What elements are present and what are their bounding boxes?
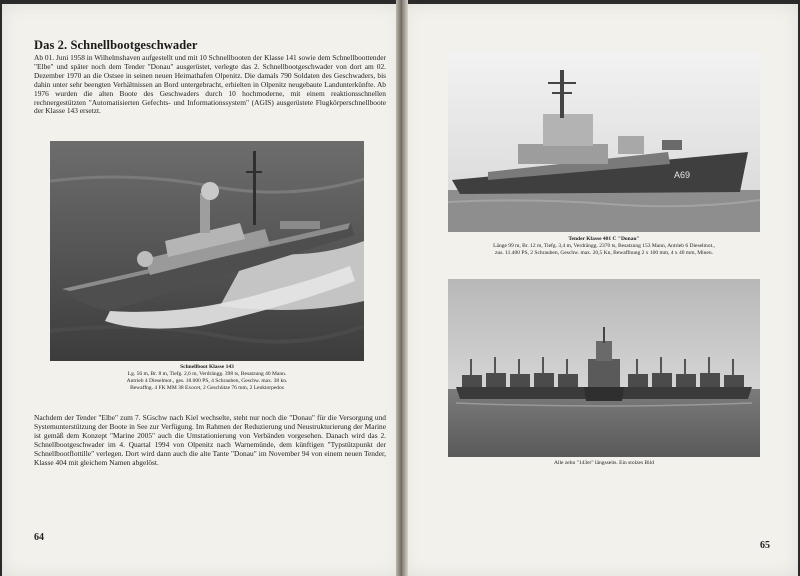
boats-alongside-photo [448,279,760,457]
tender-caption [444,236,764,257]
fast-attack-boat-caption [80,364,334,392]
caption-title: Tender Klasse 401 C "Donau" [568,236,640,242]
caption-line: zus. 11.400 PS, 2 Schrauben, Geschw. max. 20,5 Kn, Bewaffnung 2 x 100 mm, 4 x 40 mm, Minen. [495,250,713,257]
caption-line: Alle zehn "143er" längsseits. Ein stolzes Bild [554,460,654,466]
caption-title: Schnellboot Klasse 143 [180,364,234,370]
closing-paragraph: Nachdem der Tender "Elbe" zum 7. SGschw nach Kiel wechselte, steht nur noch die "Donau" für die Versorgung und Systemunterstützung der Boote in See zur Verfügung. Im Rahmen der Reduzierung und Neustrukturierung der Marine ist gemäß dem Konzept "Marine 2005" auch die Umstationierung von Verbänden vorgesehen. Danach wird das 2. Schnellbootgeschwader im 4. Quartal 1994 von Olpenitz nach Warnemünde, dem künftigen "Typstützpunkt der Schnellbootflottille" verlegen. Dort wird dann auch die alte Tante "Donau" im November 94 von einem neuen Tender, Klasse 404 mit gleichem Namen abgelöst. [34,413,386,467]
intro-paragraph: Ab 01. Juni 1958 in Wilhelmshaven aufgestellt und mit 10 Schnellbooten der Klasse 141 sowie dem Schnellboottender "Elbe" und später noch dem Tender "Donau" ausgerüstet, verlegte das 2. Schnellbootgeschwader von dort am 02. Dezember 1970 an die Ostsee in seinen neuen Heimathafen Olpenitz. Die damals 790 Soldaten des Geschwaders, bis dahin unter sehr beengten Verhältnissen an Bord untergebracht, erhielten in Olpenitz neugebaute Landunterkünfte. Ab 1976 wurden die alten Boote des Geschwaders durch 10 hochmoderne, mit einem reaktionsschnellen rechnergestützten "Automatisierten Gefechts- und Informationssystem" (AGIS) ausgerüstete Flugkörperschnellboote der Klasse 143 ersetzt. [34,53,386,116]
tender-photo [448,52,760,232]
fast-attack-boat-photo [50,141,364,361]
page-number-right: 65 [760,540,770,551]
caption-line: Bewaffng. 4 FK MM 38 Exocet, 2 Geschütze 76 mm, 2 Lenktorpedos [130,385,284,392]
caption-line: Antrieb 4 Dieselmot., ges. 18.000 PS, 4 Schrauben, Geschw. max. 38 kn. [126,378,288,385]
boats-alongside-caption [470,460,738,467]
book-gutter [396,0,408,576]
boats-alongside-image [448,279,760,457]
page-number-left: 64 [34,532,44,543]
caption-line: Länge 99 m, Br. 12 m, Tiefg. 3,4 m, Verdrängg. 2370 ts, Besatzung 153 Mann, Antrieb 6 Dieselmot., [493,243,715,250]
caption-line: Lg. 56 m, Br. 8 m, Tiefg. 2,6 m, Verdrängg. 398 ts, Besatzung 40 Mann. [127,371,287,378]
section-heading: Das 2. Schnellbootgeschwader [34,38,198,52]
fast-attack-boat-image [50,141,364,361]
hull-number: A69 [674,170,691,180]
tender-image [448,52,760,232]
